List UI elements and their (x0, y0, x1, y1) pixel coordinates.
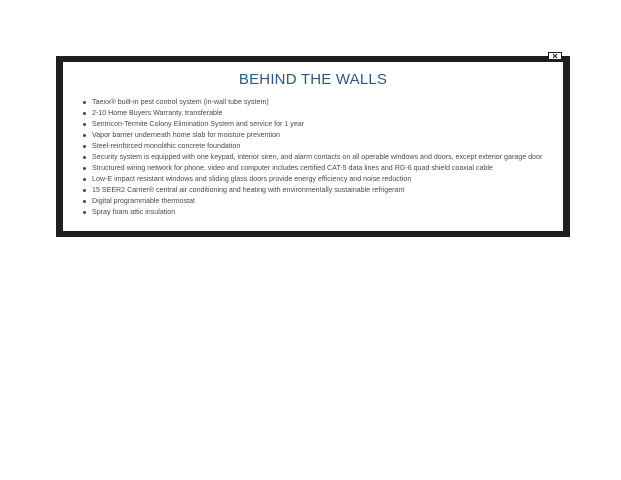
list-item-label: Vapor barrier underneath home slab for moisture prevention (92, 131, 280, 139)
list-item (82, 108, 563, 119)
list-item-label: Digital programmable thermostat (92, 197, 195, 205)
feature-list (63, 97, 563, 218)
bullet-icon (83, 211, 86, 214)
list-item-label: Security system is equipped with one keypad, interior siren, and alarm contacts on all operable windows and doors, except exterior garage door (92, 153, 543, 161)
list-item (82, 119, 563, 130)
bullet-icon (83, 112, 86, 115)
modal-title: BEHIND THE WALLS (238, 71, 388, 88)
list-item-label: Structured wiring network for phone, video and computer includes certified CAT-5 data lines and RG-6 quad shield coaxial cable (92, 164, 493, 172)
bullet-icon (83, 167, 86, 170)
list-item (82, 141, 563, 152)
list-item-label: Taexx® built-in pest control system (in-wall tube system) (92, 98, 269, 106)
list-item-label: Spray foam attic insulation (92, 208, 176, 216)
list-item-label: Low-E impact resistant windows and sliding glass doors provide energy efficiency and noise reduction (92, 175, 412, 183)
bullet-icon (83, 145, 86, 148)
bullet-icon (83, 189, 86, 192)
bullet-icon (83, 156, 86, 159)
list-item (82, 152, 563, 163)
list-item-label: 15 SEER2 Carrier® central air conditioning and heating with environmentally sustainable refrigerant (92, 186, 405, 194)
list-item (82, 130, 563, 141)
list-item (82, 196, 563, 207)
close-icon (552, 53, 558, 59)
bullet-icon (83, 200, 86, 203)
list-item-label: Steel-reinforced monolithic concrete foundation (92, 142, 241, 150)
list-item (82, 174, 563, 185)
list-item (82, 97, 563, 108)
bullet-icon (83, 134, 86, 137)
modal-content (63, 62, 563, 231)
modal-dialog (56, 56, 570, 237)
list-item (82, 185, 563, 196)
list-item (82, 163, 563, 174)
bullet-icon (83, 101, 86, 104)
close-button[interactable] (548, 52, 562, 60)
list-item-label: Sentricon-Termite Colony Elimination System and service for 1 year (92, 120, 305, 128)
list-item (82, 207, 563, 218)
bullet-icon (83, 123, 86, 126)
list-item-label: 2-10 Home Buyers Warranty, transferable (92, 109, 223, 117)
bullet-icon (83, 178, 86, 181)
